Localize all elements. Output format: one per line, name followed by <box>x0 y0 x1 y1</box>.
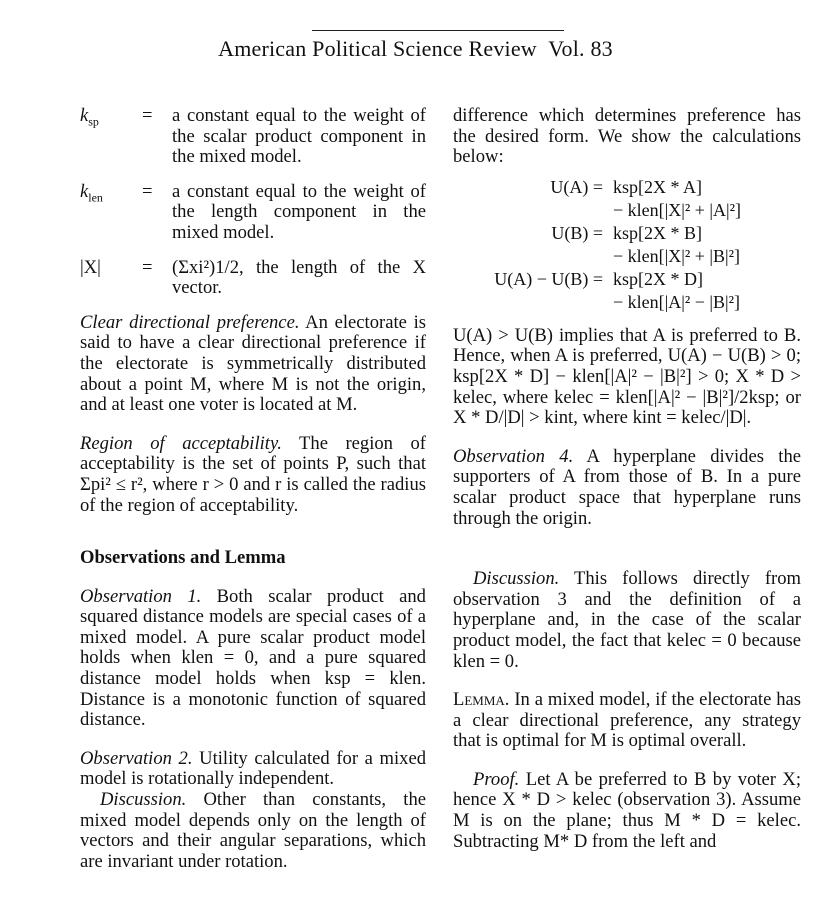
left-column <box>80 106 426 890</box>
journal-title: American Political Science Review <box>218 36 537 61</box>
definition-length-x: |X| = (Σxi²)1/2, the length of the X vector. <box>80 256 426 299</box>
region-paragraph: Region of acceptability. The region of acceptability is the set of points P, such that Σpi² ≤ r², where r > 0 and r is called the radius of the region of acceptability. <box>80 432 426 516</box>
definition-text: a constant equal to the weight of the length component in the mixed model. <box>172 180 426 243</box>
definition-symbol: |X| <box>80 256 101 278</box>
right-column <box>453 106 801 870</box>
equation-block: U(A) = ksp[2X * A] − klen[|X|² + |A|²] U(B) = ksp[2X * B] − klen[|X|² + |B|²] U(A) − U(B) = ksp[2X * D] − klen[|A|² − |B|²] <box>453 176 801 314</box>
definition-text: (Σxi²)1/2, the length of the X vector. <box>172 256 426 299</box>
observation-2: Observation 2. Utility calculated for a mixed model is rotationally independent. <box>80 747 426 790</box>
definition-klen: $k_{len}$ = a constant equal to the weight of the length component in the mixed model. <box>80 180 426 243</box>
volume-number: Vol. 83 <box>548 36 613 61</box>
equation-diff: U(A) − U(B) = ksp[2X * D] <box>494 268 703 289</box>
definition-symbol: $k_{sp}$ <box>80 105 99 129</box>
section-heading: Observations and Lemma <box>80 547 286 569</box>
clear-preference-paragraph: Clear directional preference. An electorate is said to have a clear directional preference if the electorate is symmetrically distributed about a point M, where M is not the origin, and at least one voter is located at M. <box>80 311 426 416</box>
header-rule <box>312 30 564 31</box>
observation-4: Observation 4. A hyperplane divides the supporters of A from those of B. In a pure scalar product space that hyperplane runs through the origin. <box>453 445 801 529</box>
definition-ksp: $k_{sp}$ = a constant equal to the weight of the scalar product component in the mixed model. <box>80 105 426 168</box>
implication-paragraph: U(A) > U(B) implies that A is preferred to B. Hence, when A is preferred, U(A) − U(B) > 0; ksp[2X * D] − klen[|A|² − |B|²] > 0; X * D > kelec, where kelec = klen[|A|² − |B|²]/2ksp; or X * D/|D| > kint, where kint = kelec/|D|. <box>453 324 801 429</box>
discussion-2: Discussion. Other than constants, the mixed model depends only on the length of vectors and their angular separations, which are invariant under rotation. <box>80 789 426 872</box>
lemma: Lemma. In a mixed model, if the electorate has a clear directional preference, any strategy that is optimal for M is optimal overall. <box>453 689 801 752</box>
discussion-4: Discussion. This follows directly from observation 3 and the definition of a hyperplane and, in the case of the scalar product model, the fact that kelec = 0 because klen = 0. <box>453 568 801 672</box>
equation-ua: U(A) = ksp[2X * A] <box>550 176 702 197</box>
observation-1: Observation 1. Both scalar product and squared distance models are special cases of a mixed model. A pure scalar product model holds when klen = 0, and a pure squared distance model holds when ksp = klen. Distance is a monotonic function of squared distance. <box>80 585 426 731</box>
right-intro: difference which determines preference has the desired form. We show the calculations below: <box>453 105 801 168</box>
proof: Proof. Let A be preferred to B by voter X; hence X * D > kelec (observation 3). Assume M is on the plane; thus M * D = kelec. Subtracting M* D from the left and <box>453 768 801 852</box>
equation-ub: U(B) = ksp[2X * B] <box>551 222 702 243</box>
definition-text: a constant equal to the weight of the scalar product component in the mixed model. <box>172 105 426 168</box>
running-header <box>0 36 831 62</box>
definition-symbol: $k_{len}$ <box>80 180 103 205</box>
